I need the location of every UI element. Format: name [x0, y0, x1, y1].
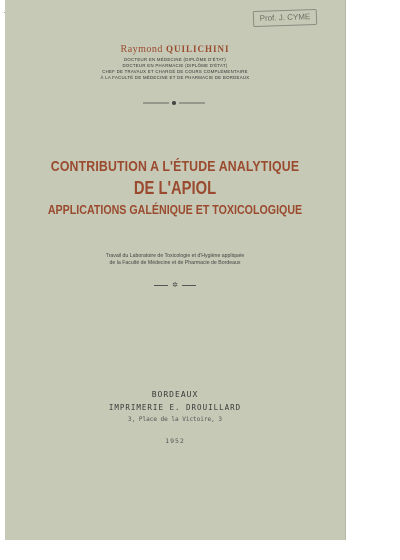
book-cover — [5, 0, 346, 540]
imprint-year: 1952 — [165, 437, 185, 445]
imprint-address: 3, Place de la Victoire, 3 — [128, 416, 222, 423]
author-surname: QUILICHINI — [165, 44, 230, 54]
laboratory-line: Travail du Laboratoire de Toxicologie et d'Hygiène appliquée — [105, 253, 245, 259]
imprint-city: BORDEAUX — [151, 390, 199, 399]
author-first-name: Raymond — [120, 44, 163, 55]
star-divider — [5, 281, 345, 289]
title-subject: DE L'APIOL — [133, 178, 217, 198]
laboratory-note — [45, 253, 305, 267]
credential-line: DOCTEUR EN MÉDECINE (DIPLÔME D'ÉTAT) — [124, 57, 226, 62]
title-subtitle: APPLICATIONS GALÉNIQUE ET TOXICOLOGIQUE — [47, 202, 303, 217]
imprint — [5, 390, 345, 445]
star-icon: ✲ — [172, 282, 178, 289]
divider-dash — [182, 285, 196, 286]
book-title — [36, 158, 315, 217]
laboratory-line: de la Faculté de Médecine et de Pharmacie de Bordeaux — [109, 260, 241, 266]
divider-dash — [154, 285, 168, 286]
author-credentials — [65, 57, 285, 81]
ornament-rule — [143, 100, 205, 106]
author-name — [5, 44, 345, 55]
credential-line: DOCTEUR EN PHARMACIE (DIPLÔME D'ÉTAT) — [122, 63, 228, 68]
title-line: CONTRIBUTION A L'ÉTUDE ANALYTIQUE — [50, 158, 300, 175]
credential-line: CHEF DE TRAVAUX ET CHARGÉ DE COURS COMPLÉMENTAIRE — [102, 69, 248, 74]
imprint-printer: IMPRIMERIE E. DROUILLARD — [108, 403, 242, 412]
credential-line: À LA FACULTÉ DE MÉDECINE ET DE PHARMACIE DE BORDEAUX — [100, 75, 250, 80]
pencil-annotation: Prof. J. CYME — [253, 9, 318, 27]
